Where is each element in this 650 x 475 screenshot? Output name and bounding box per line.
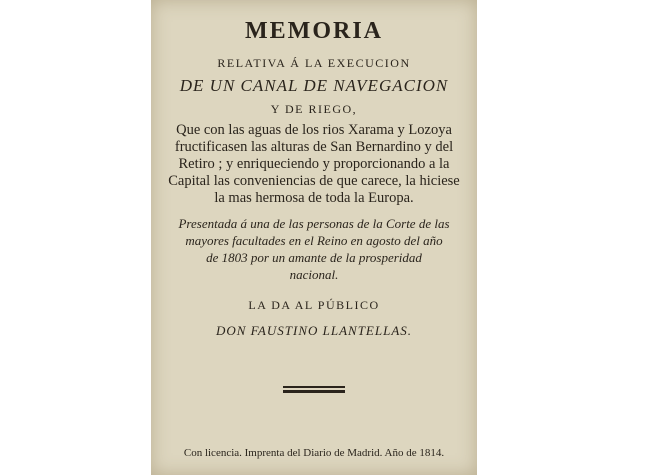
title-page: [151, 0, 477, 475]
subtitle-canal: DE UN CANAL DE NAVEGACION: [179, 76, 449, 95]
subtitle-relativa: RELATIVA Á LA EXECUCION: [217, 56, 411, 70]
author-name: DON FAUSTINO LLANTELLAS.: [215, 323, 413, 338]
presentation-line: Presentada á una de las personas de la Corte de las: [178, 216, 450, 231]
subtitle-riego: Y DE RIEGO,: [270, 102, 358, 116]
body-line: Capital las conveniencias de que carece, la hiciese: [168, 173, 460, 189]
presentation-line: de 1803 por un amante de la prosperidad: [206, 250, 422, 265]
body-line: fructificasen las alturas de San Bernardino y del: [174, 139, 454, 155]
presentation-line: mayores facultades en el Reino en agosto del año: [185, 233, 443, 248]
ornamental-rule: [283, 386, 345, 393]
dedication-line: LA DA AL PÚBLICO: [248, 298, 380, 312]
body-line: la mas hermosa de toda la Europa.: [214, 190, 414, 206]
document-title: MEMORIA: [245, 18, 383, 44]
body-line: Que con las aguas de los rios Xarama y Lozoya: [176, 122, 452, 138]
presentation-line: nacional.: [289, 267, 339, 282]
body-line: Retiro ; y enriqueciendo y proporcionando a la: [178, 156, 450, 172]
imprint-line: Con licencia. Imprenta del Diario de Madrid. Año de 1814.: [183, 447, 445, 459]
